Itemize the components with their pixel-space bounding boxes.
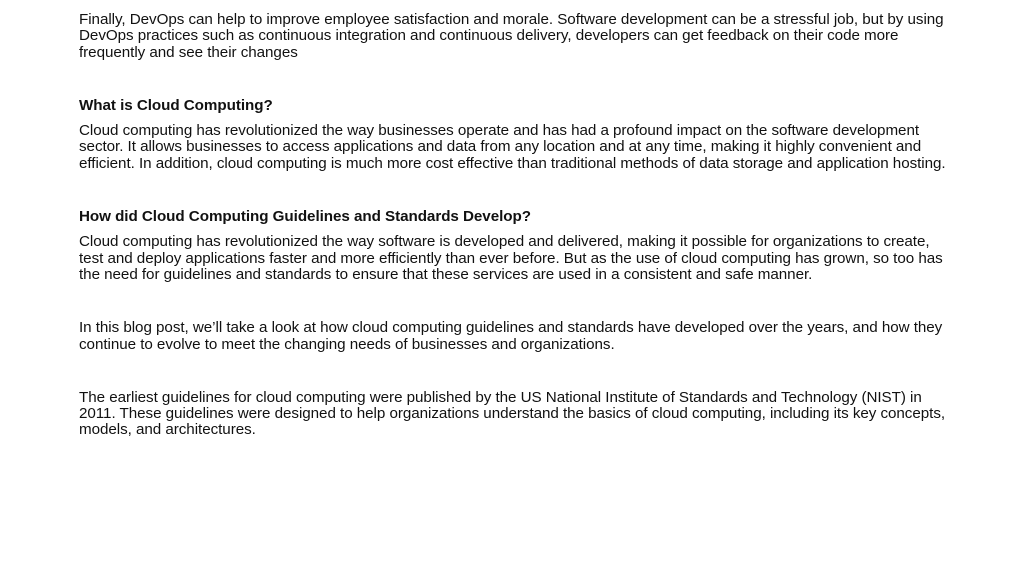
spacer [79,172,949,209]
paragraph-nist-guidelines: The earliest guidelines for cloud computing were published by the US National Institute of Standards and Technology (NIST) in 2011. These guidelines were designed to help organizations understand the basics of cloud computing, including its key concepts, models, and architectures. [79,388,946,439]
heading-what-is-cloud-computing: What is Cloud Computing? [79,96,273,114]
paragraph-how-did-guidelines-develop: Cloud computing has revolutionized the way software is developed and delivered, making it possible for organizations to create, test and deploy applications faster and more efficiently than ever before. But as the use of cloud computing has grown, so too has the need for guidelines and standards to ensure that these services are used in a consistent and safe manner. [79,233,943,283]
document-body [79,12,949,439]
spacer [79,61,949,98]
heading-how-did-guidelines-develop: How did Cloud Computing Guidelines and Standards Develop? [79,208,531,226]
paragraph-what-is-cloud-computing: Cloud computing has revolutionized the way businesses operate and has had a profound impact on the software development sector. It allows businesses to access applications and data from any location and at any time, making it highly convenient and efficient. In addition, cloud computing is much more cost effective than traditional methods of data storage and application hosting. [79,122,946,172]
paragraph-blog-post-intro: In this blog post, we’ll take a look at how cloud computing guidelines and standards have developed over the years, and how they continue to evolve to meet the changing needs of businesses and organizations. [79,319,943,353]
spacer [79,283,949,320]
paragraph-devops-morale: Finally, DevOps can help to improve employee satisfaction and morale. Software development can be a stressful job, but by using DevOps practices such as continuous integration and continuous delivery, developers can get feedback on their code more frequently and see their changes [79,11,944,61]
spacer [79,353,949,390]
